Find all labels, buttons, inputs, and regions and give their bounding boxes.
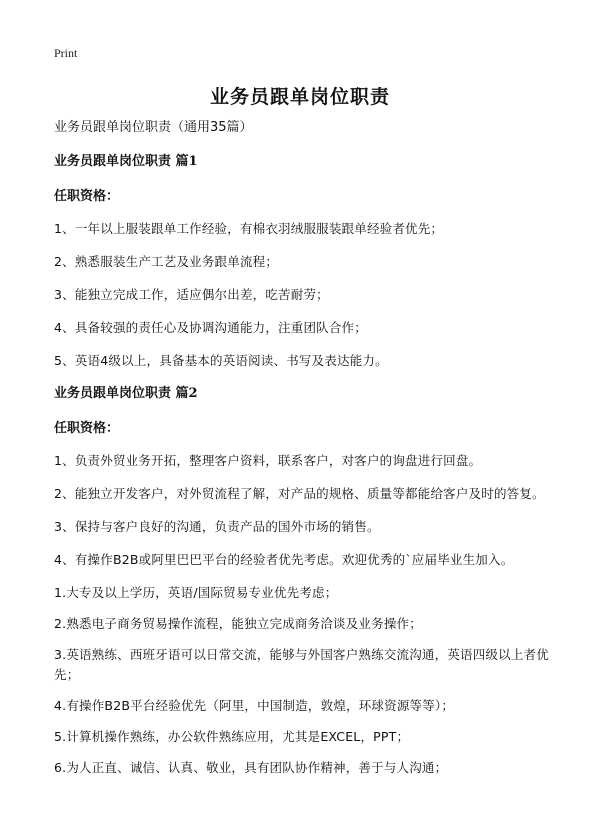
section-heading: 业务员跟单岗位职责 篇1 [54, 154, 198, 169]
list-item: 2、能独立开发客户，对外贸流程了解，对产品的规格、质量等都能给客户及时的答复。 [54, 486, 545, 501]
list-item: 2、熟悉服装生产工艺及业务跟单流程； [54, 254, 279, 269]
list-item: 1、一年以上服装跟单工作经验，有棉衣羽绒服服装跟单经验者优先； [54, 221, 444, 236]
list-item: 1.大专及以上学历，英语/国际贸易专业优先考虑； [54, 585, 338, 600]
list-item: 2.熟悉电子商务贸易操作流程，能独立完成商务洽谈及业务操作； [54, 616, 422, 631]
section-heading: 业务员跟单岗位职责 篇2 [54, 386, 198, 401]
section-1 [54, 152, 554, 371]
list-item: 3、能独立完成工作，适应偶尔出差，吃苦耐劳； [54, 287, 329, 302]
document-body [54, 118, 554, 789]
list-item: 3.英语熟练、西班牙语可以日常交流，能够与外国客户熟练交流沟通，英语四级以上者优先； [54, 647, 549, 682]
list-item: 5、英语4级以上，具备基本的英语阅读、书写及表达能力。 [54, 353, 388, 368]
list-item: 5.计算机操作熟练，办公软件熟练应用，尤其是EXCEL，PPT； [54, 729, 410, 744]
list-item: 4、具备较强的责任心及协调沟通能力，注重团队合作； [54, 320, 367, 335]
section-2 [54, 384, 554, 778]
requirements-heading: 任职资格： [54, 421, 120, 436]
document-subtitle: 业务员跟单岗位职责（通用35篇） [54, 120, 253, 135]
requirements-heading: 任职资格： [54, 189, 120, 204]
list-item: 3、保持与客户良好的沟通，负责产品的国外市场的销售。 [54, 519, 380, 534]
list-item: 4、有操作B2B或阿里巴巴平台的经验者优先考虑。欢迎优秀的`应届毕业生加入。 [54, 552, 514, 567]
list-item: 4.有操作B2B平台经验优先（阿里，中国制造，敦煌，环球资源等等）； [54, 698, 455, 713]
list-item: 1、负责外贸业务开拓，整理客户资料，联系客户，对客户的询盘进行回盘。 [54, 453, 482, 468]
print-link[interactable]: Print [54, 46, 78, 60]
list-item: 6.为人正直、诚信、认真、敬业，具有团队协作精神，善于与人沟通； [54, 760, 448, 775]
document-title: 业务员跟单岗位职责 [209, 86, 390, 108]
